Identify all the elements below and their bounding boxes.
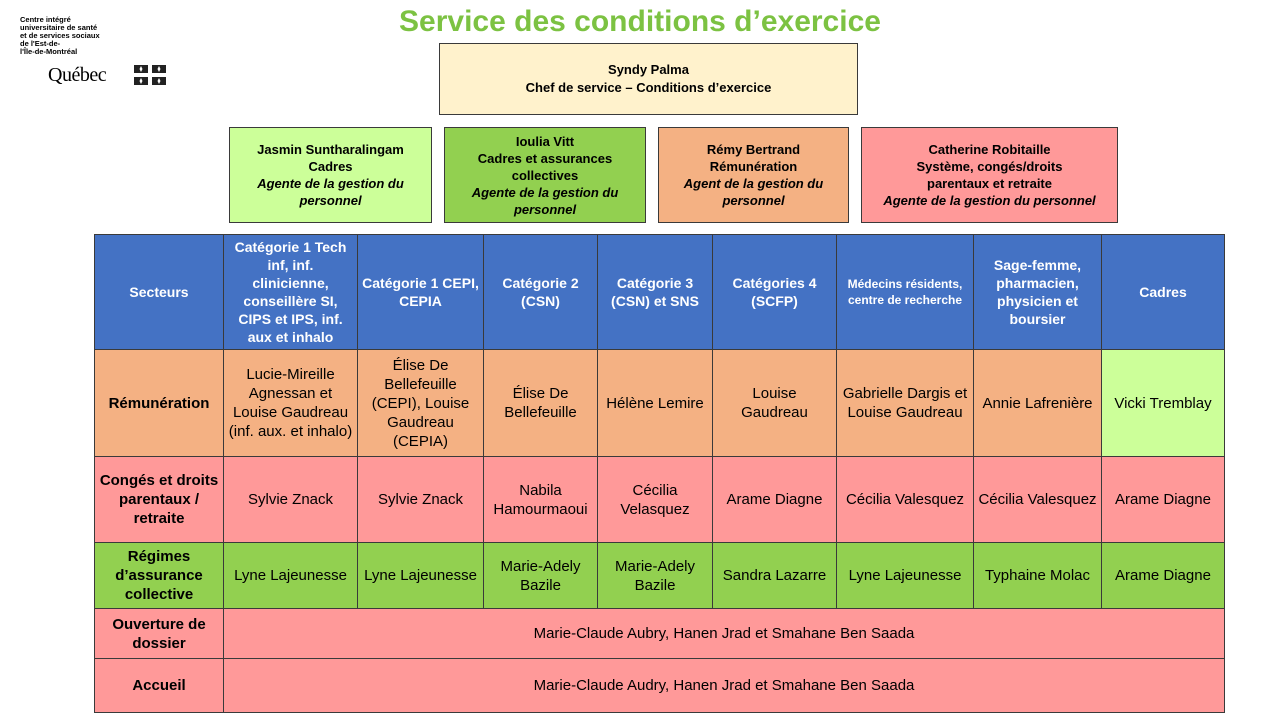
table-row-ouverture bbox=[95, 609, 1225, 659]
staff-name: Rémy Bertrand bbox=[706, 142, 801, 157]
header-cell: Secteurs bbox=[95, 235, 224, 350]
table-cell: Gabrielle Dargis et Louise Gaudreau bbox=[837, 350, 974, 457]
table-cell: Arame Diagne bbox=[1102, 457, 1225, 543]
fleurdelise-flag-icon bbox=[134, 65, 166, 85]
table-cell: Annie Lafrenière bbox=[974, 350, 1102, 457]
staff-role: Agent de la gestion du personnel bbox=[683, 176, 824, 208]
assignment-table bbox=[94, 234, 1225, 713]
header-cell: Catégorie 2 (CSN) bbox=[484, 235, 598, 350]
row-label: Congés et droits parentaux / retraite bbox=[95, 457, 224, 543]
staff-box-vitt bbox=[444, 127, 646, 223]
chief-role: Chef de service – Conditions d’exercice bbox=[525, 80, 772, 95]
staff-box-bertrand bbox=[658, 127, 849, 223]
table-cell: Marie-Adely Bazile bbox=[484, 543, 598, 609]
staff-area: Cadres bbox=[308, 159, 353, 174]
row-label: Accueil bbox=[95, 659, 224, 713]
table-cell: Cécilia Velasquez bbox=[598, 457, 713, 543]
table-row-conges bbox=[95, 457, 1225, 543]
table-row-assurance bbox=[95, 543, 1225, 609]
table-cell: Cécilia Valesquez bbox=[974, 457, 1102, 543]
table-cell: Lucie-Mireille Agnessan et Louise Gaudreau (inf. aux. et inhalo) bbox=[224, 350, 358, 457]
logo-text: Centre intégré universitaire de santé et de services sociaux de l'Est-de- l'Île-de-Montréal bbox=[20, 15, 100, 56]
staff-role: Agente de la gestion du personnel bbox=[471, 184, 619, 217]
page-title: Service des conditions d’exercice bbox=[399, 5, 881, 38]
chief-name: Syndy Palma bbox=[608, 62, 689, 77]
merged-cell: Marie-Claude Aubry, Hanen Jrad et Smahane Ben Saada bbox=[224, 609, 1225, 659]
table-cell: Hélène Lemire bbox=[598, 350, 713, 457]
merged-cell: Marie-Claude Audry, Hanen Jrad et Smahane Ben Saada bbox=[224, 659, 1225, 713]
header-cell: Catégorie 1 CEPI, CEPIA bbox=[358, 235, 484, 350]
table-cell: Cécilia Valesquez bbox=[837, 457, 974, 543]
table-cell: Élise De Bellefeuille bbox=[484, 350, 598, 457]
table-cell: Typhaine Molac bbox=[974, 543, 1102, 609]
header-cell: Catégorie 1 Tech inf, inf. clinicienne, conseillère SI, CIPS et IPS, inf. aux et inhalo bbox=[224, 235, 358, 350]
chief-box bbox=[439, 43, 858, 115]
row-label: Rémunération bbox=[95, 350, 224, 457]
staff-box-suntharalingam bbox=[229, 127, 432, 223]
row-label: Régimes d’assurance collective bbox=[95, 543, 224, 609]
table-cell: Sylvie Znack bbox=[224, 457, 358, 543]
table-cell: Lyne Lajeunesse bbox=[224, 543, 358, 609]
header-cell: Catégories 4 (SCFP) bbox=[713, 235, 837, 350]
table-cell: Nabila Hamourmaoui bbox=[484, 457, 598, 543]
staff-role: Agente de la gestion du personnel bbox=[257, 176, 404, 208]
header-cell: Catégorie 3 (CSN) et SNS bbox=[598, 235, 713, 350]
table-cell: Vicki Tremblay bbox=[1102, 350, 1225, 457]
staff-name: Jasmin Suntharalingam bbox=[257, 142, 404, 157]
table-cell: Marie-Adely Bazile bbox=[598, 543, 713, 609]
row-label: Ouverture de dossier bbox=[95, 609, 224, 659]
table-header-row bbox=[95, 235, 1225, 350]
table-cell: Lyne Lajeunesse bbox=[358, 543, 484, 609]
header-cell: Sage-femme, pharmacien, physicien et boursier bbox=[974, 235, 1102, 350]
table-cell: Sandra Lazarre bbox=[713, 543, 837, 609]
staff-area: Cadres et assurances collectives bbox=[477, 150, 613, 183]
table-cell: Sylvie Znack bbox=[358, 457, 484, 543]
staff-role: Agente de la gestion du personnel bbox=[883, 193, 1096, 208]
header-cell: Cadres bbox=[1102, 235, 1225, 350]
table-cell: Élise De Bellefeuille (CEPI), Louise Gaudreau (CEPIA) bbox=[358, 350, 484, 457]
staff-box-robitaille bbox=[861, 127, 1118, 223]
table-row-remuneration bbox=[95, 350, 1225, 457]
table-cell: Arame Diagne bbox=[1102, 543, 1225, 609]
table-cell: Lyne Lajeunesse bbox=[837, 543, 974, 609]
staff-area: Rémunération bbox=[709, 159, 798, 174]
table-row-accueil bbox=[95, 659, 1225, 713]
staff-area: Système, congés/droits parentaux et retraite bbox=[916, 159, 1063, 191]
staff-name: Ioulia Vitt bbox=[515, 133, 575, 149]
header-cell: Médecins résidents, centre de recherche bbox=[837, 235, 974, 350]
staff-name: Catherine Robitaille bbox=[928, 142, 1051, 157]
quebec-wordmark: Québec bbox=[48, 64, 107, 86]
table-cell: Louise Gaudreau bbox=[713, 350, 837, 457]
table-cell: Arame Diagne bbox=[713, 457, 837, 543]
organization-logo bbox=[8, 4, 183, 98]
